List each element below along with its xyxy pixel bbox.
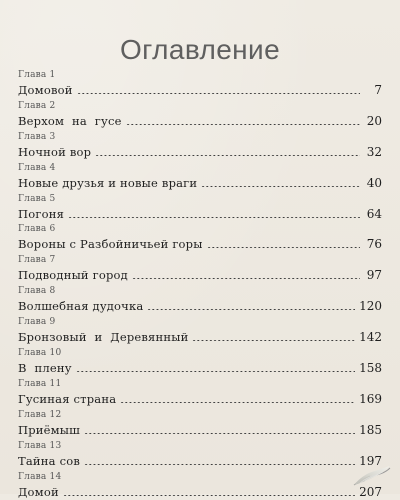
toc-line [18,390,382,406]
chapter-title: Ночной вор [18,144,92,159]
chapter-label: Глава 7 [18,255,56,266]
leader-dots [84,433,355,434]
leader-dots [76,371,355,372]
page-number: 169 [359,391,382,406]
page-number: 158 [359,361,382,376]
chapter-title: Верхом на гусе [18,113,122,128]
chapter-label: Глава 1 [18,70,56,80]
feather-icon [350,462,394,488]
page-number: 197 [359,453,382,468]
toc-entry-3[interactable] [18,132,382,161]
toc-entry-9[interactable] [18,317,382,346]
chapter-title: Бронзовый и Деревянный [18,330,189,345]
leader-dots [192,340,355,341]
leader-dots [63,495,355,496]
page-number: 40 [366,175,382,190]
chapter-title: Домой [18,484,59,499]
leader-dots [120,402,355,403]
toc-entry-10[interactable] [18,348,382,377]
chapter-label: Глава 8 [18,286,56,297]
chapter-title: Подводный город [18,268,128,283]
leader-dots [77,93,360,94]
leader-dots [95,155,360,156]
toc-line [18,235,382,251]
toc-entry-11[interactable] [18,379,382,408]
page-number: 76 [366,237,382,252]
chapter-label: Глава 10 [18,348,62,359]
toc-line [18,205,382,221]
leader-dots [132,278,360,279]
chapter-label: Глава 2 [18,100,56,111]
toc-entry-6[interactable] [18,224,382,253]
page-number: 142 [359,330,382,345]
chapter-title: Волшебная дудочка [18,299,144,314]
chapter-label: Глава 4 [18,162,56,173]
page-number: 97 [366,268,382,283]
toc-line [18,112,382,128]
chapter-label: Глава 13 [18,440,62,451]
page-number: 207 [359,484,382,499]
toc-entry-14[interactable] [18,472,382,500]
chapter-label: Глава 11 [18,378,62,389]
toc-entry-1[interactable] [18,70,382,99]
toc-line [18,266,382,282]
chapter-label: Глава 14 [18,471,62,482]
leader-dots [68,217,360,218]
toc-line [18,483,382,499]
toc-list [18,68,382,500]
toc-line [18,359,382,375]
chapter-label: Глава 6 [18,224,56,235]
leader-dots [201,186,360,187]
chapter-title: Домовой [18,83,73,97]
chapter-title: В плену [18,361,72,376]
chapter-title: Погоня [18,206,65,221]
toc-entry-5[interactable] [18,194,382,223]
toc-entry-4[interactable] [18,163,382,192]
chapter-title: Приёмыш [18,422,81,437]
page-number: 20 [366,113,382,128]
chapter-label: Глава 3 [18,131,56,142]
toc-line [18,174,382,190]
page-title: Оглавление [119,34,281,65]
toc-entry-13[interactable] [18,441,382,470]
chapter-title: Гусиная страна [18,391,117,406]
toc-entry-8[interactable] [18,286,382,315]
leader-dots [207,247,360,248]
toc-line [18,421,382,437]
page-number: 32 [366,144,382,159]
page-number: 120 [359,299,382,314]
toc-entry-12[interactable] [18,410,382,439]
chapter-label: Глава 12 [18,409,62,420]
toc-line [18,452,382,468]
page-number: 64 [366,206,382,221]
toc-line [18,297,382,313]
leader-dots [147,309,355,310]
chapter-label: Глава 5 [18,193,56,204]
page-number: 185 [359,422,382,437]
toc-line [18,81,382,97]
chapter-label: Глава 9 [18,317,56,328]
chapter-title: Новые друзья и новые враги [18,175,198,190]
chapter-title: Вороны с Разбойничьей горы [18,237,203,252]
chapter-title: Тайна сов [18,453,81,468]
toc-entry-2[interactable] [18,101,382,130]
toc-line [18,328,382,344]
leader-dots [126,124,360,125]
toc-line [18,143,382,159]
toc-entry-7[interactable] [18,255,382,284]
page-number: 7 [374,83,382,97]
leader-dots [84,464,355,465]
